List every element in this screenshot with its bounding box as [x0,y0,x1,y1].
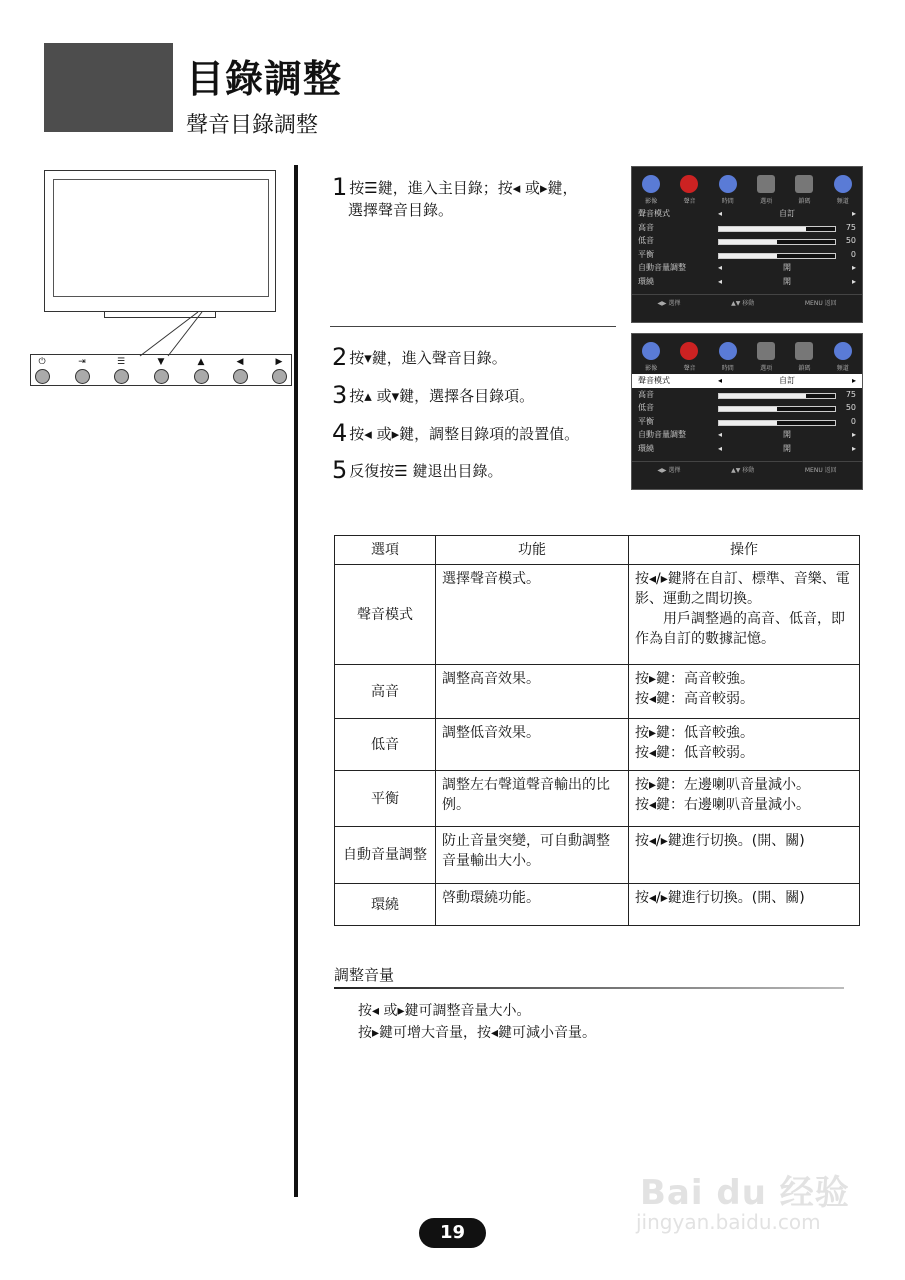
osd-tab-icon [642,175,660,193]
osd-menu-sound [631,166,863,323]
page-number: 19 [419,1218,486,1248]
page-subtitle: 聲音目錄調整 [186,113,319,138]
cell-operation: 按◂/▸鍵將在自訂、標準、音樂、電影、運動之間切換。 用戶調整過的高音、低音，即作為自訂的數據記憶。 [629,565,860,665]
step-3: 3 按▴ 或▾鍵，選擇各目錄項。 [332,381,535,409]
osd-tab-icon [642,342,660,360]
osd-level-bar[interactable] [718,406,836,412]
osd-tab[interactable]: 影像 [638,175,664,207]
cell-function: 調整高音效果。 [436,665,629,719]
volume-body [358,1000,596,1044]
osd-row[interactable]: 低音 50 [638,236,856,245]
osd-tab[interactable]: 聲音 [676,342,702,374]
table-row [335,665,860,719]
cell-item: 自動音量調整 [335,827,436,884]
volume-heading: 調整音量 [334,966,395,984]
osd-tab[interactable]: 鎖碼 [791,175,817,207]
osd-tab[interactable]: 頻道 [830,175,856,207]
step-separator [330,326,616,327]
osd-row[interactable]: 低音 50 [638,403,856,412]
tv-illustration [44,170,276,312]
cell-function: 防止音量突變，可自動調整音量輸出大小。 [436,827,629,884]
osd-tab[interactable]: 影像 [638,342,664,374]
cell-operation: 按◂/▸鍵進行切換。(開、關) [629,884,860,926]
osd-level-bar[interactable] [718,253,836,259]
table-row [335,771,860,827]
cell-item: 環繞 [335,884,436,926]
osd-tab-icon [719,342,737,360]
cell-item: 高音 [335,665,436,719]
volume-line-2: 按▸鍵可增大音量，按◂鍵可減小音量。 [358,1025,597,1041]
osd-level-bar[interactable] [718,393,836,399]
osd-row[interactable]: 自動音量調整 ◂ 開 ▸ [638,263,856,272]
osd-row[interactable]: 環繞 ◂ 開 ▸ [638,276,856,286]
osd-tab[interactable]: 選項 [753,175,779,207]
osd-tab-icon [719,175,737,193]
osd-tab-icon [680,175,698,193]
osd-row[interactable]: 平衡 0 [638,416,856,426]
table-row [335,719,860,771]
cell-operation: 按▸鍵：高音較強。 按◂鍵：高音較弱。 [629,665,860,719]
osd-tab-icon [680,342,698,360]
step-4: 4 按◂ 或▸鍵，調整目錄項的設置值。 [332,419,580,447]
cell-operation: 按▸鍵：左邊喇叭音量減小。 按◂鍵：右邊喇叭音量減小。 [629,771,860,827]
osd-tab-icon [834,175,852,193]
cell-item: 聲音模式 [335,565,436,665]
callout-lines [130,310,210,358]
osd-tab[interactable]: 選項 [753,342,779,374]
cell-operation: 按◂/▸鍵進行切換。(開、關) [629,827,860,884]
vertical-divider [294,165,298,1197]
cell-function: 調整左右聲道聲音輸出的比例。 [436,771,629,827]
osd-tab-icon [757,175,775,193]
cell-function: 調整低音效果。 [436,719,629,771]
osd-tab[interactable]: 鎖碼 [791,342,817,374]
osd-menu-sound-selected [631,333,863,490]
up-button[interactable]: ▲ [189,357,213,384]
osd-row[interactable]: 聲音模式 ◂ 自訂 ▸ [638,209,856,218]
osd-level-bar[interactable] [718,420,836,426]
page-title: 目錄調整 [186,57,343,101]
osd-tab[interactable]: 聲音 [676,175,702,207]
left-button[interactable]: ◀ [228,357,252,384]
header-gray-block [44,43,173,132]
osd-row[interactable]: 自動音量調整 ◂ 開 ▸ [638,430,856,439]
watermark-url: jingyan.baidu.com [636,1210,821,1234]
table-row [335,565,860,665]
step-1: 1 按☰鍵，進入主目錄；按◂ 或▸鍵， 選擇聲音目錄。 [332,173,578,219]
cell-function: 選擇聲音模式。 [436,565,629,665]
osd-tab-icon [795,342,813,360]
table-row [335,827,860,884]
osd-tab-bar [632,334,862,374]
cell-function: 啓動環繞功能。 [436,884,629,926]
volume-heading-rule [334,987,844,989]
cell-operation: 按▸鍵：低音較強。 按◂鍵：低音較弱。 [629,719,860,771]
step-2: 2 按▾鍵，進入聲音目錄。 [332,343,507,371]
osd-level-bar[interactable] [718,239,836,245]
sound-options-table [334,535,860,926]
osd-row[interactable]: 高音 75 [638,222,856,232]
volume-line-1: 按◂ 或▸鍵可調整音量大小。 [358,1003,531,1019]
input-button[interactable]: ⇥ [70,357,94,384]
osd-row[interactable]: 高音 75 [638,389,856,399]
osd-tab-icon [834,342,852,360]
osd-tab-icon [795,175,813,193]
osd-footer: ◀▶ 選擇 ▲▼ 移動 MENU 返回 [632,294,862,307]
osd-tab-bar [632,167,862,207]
osd-tab[interactable]: 頻道 [830,342,856,374]
header-item: 選項 [335,536,436,565]
osd-tab[interactable]: 時間 [715,342,741,374]
right-button[interactable]: ▶ [267,357,291,384]
down-button[interactable]: ▼ [149,357,173,384]
power-button[interactable]: ⏻ [30,357,54,384]
header-function: 功能 [436,536,629,565]
osd-tab[interactable]: 時間 [715,175,741,207]
watermark-logo: Bai du 经验 [640,1173,850,1213]
table-row [335,884,860,926]
osd-row[interactable]: 平衡 0 [638,249,856,259]
osd-row[interactable]: 環繞 ◂ 開 ▸ [638,443,856,453]
osd-footer: ◀▶ 選擇 ▲▼ 移動 MENU 返回 [632,461,862,474]
menu-button[interactable]: ☰ [109,357,133,384]
header-operation: 操作 [629,536,860,565]
cell-item: 平衡 [335,771,436,827]
osd-row[interactable]: 聲音模式 ◂ 自訂 ▸ [632,374,862,388]
step-5: 5 反復按☰ 鍵退出目錄。 [332,456,503,484]
osd-level-bar[interactable] [718,226,836,232]
table-header-row [335,536,860,565]
osd-tab-icon [757,342,775,360]
cell-item: 低音 [335,719,436,771]
